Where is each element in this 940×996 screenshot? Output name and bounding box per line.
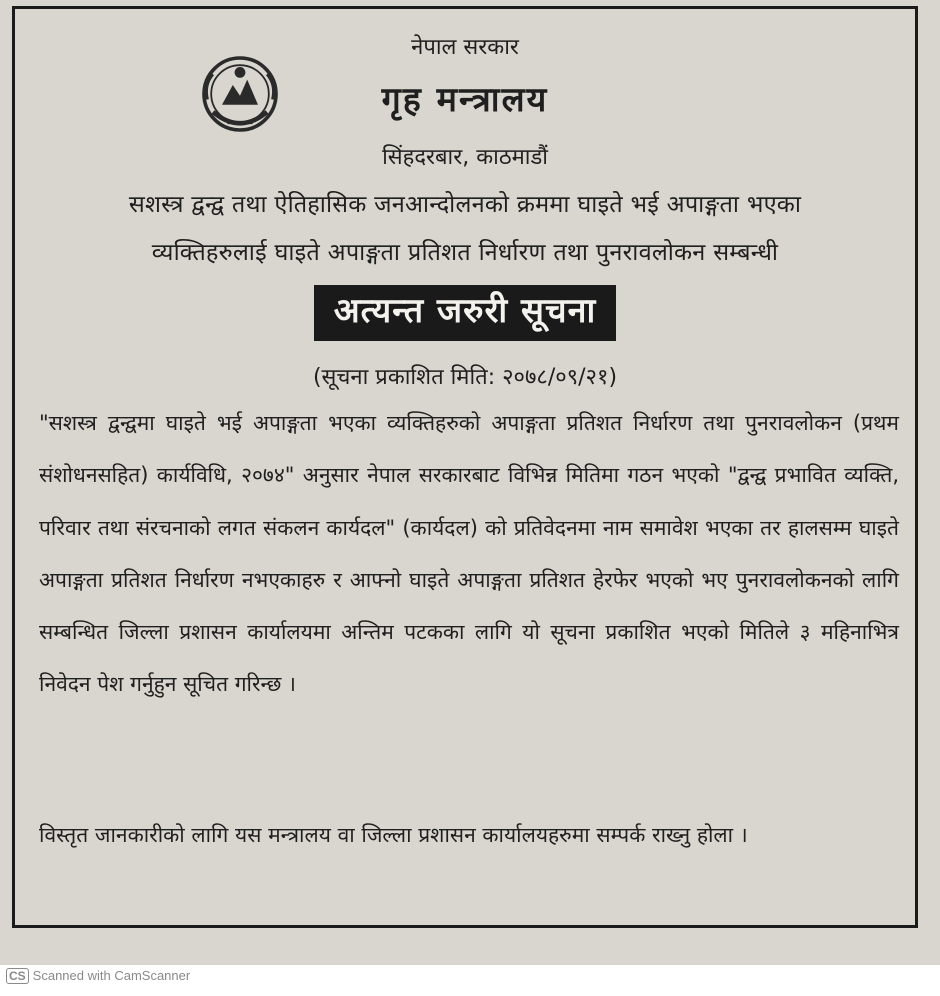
camscanner-logo-icon: CS xyxy=(6,968,29,984)
notice-subject-line-2: व्यक्तिहरुलाई घाइते अपाङ्गता प्रतिशत निर्धारण तथा पुनरावलोकन सम्बन्धी xyxy=(151,238,779,266)
watermark-text: Scanned with CamScanner xyxy=(32,968,191,983)
camscanner-watermark xyxy=(6,968,190,984)
notice-body-paragraph-2: विस्तृत जानकारीको लागि यस मन्त्रालय वा जिल्ला प्रशासन कार्यालयहरुमा सम्पर्क राख्नु होला । xyxy=(39,823,748,847)
publication-date: (सूचना प्रकाशित मिति: २०७८/०९/२१) xyxy=(312,365,618,390)
government-name: नेपाल सरकार xyxy=(411,35,519,60)
urgent-title-wrap xyxy=(15,285,915,341)
ministry-name: गृह मन्त्रालय xyxy=(381,80,549,120)
notice-body-paragraph-1: "सशस्त्र द्वन्द्वमा घाइते भई अपाङ्गता भएका व्यक्तिहरुको अपाङ्गता प्रतिशत निर्धारण तथा पुनरावलोकन (प्रथम संशोधनसहित) कार्यविधि, २०७४" अनुसार नेपाल सरकारबाट विभिन्न मितिमा गठन भएको "द्वन्द्व प्रभावित व्यक्ति, परिवार तथा संरचनाको लगत संकलन कार्यदल" (कार्यदल) को प्रतिवेदनमा नाम समावेश भएका तर हालसम्म घाइते अपाङ्गता प्रतिशत निर्धारण नभएकाहरु र आफ्नो घाइते अपाङ्गता प्रतिशत हेरफेर भएको भए पुनरावलोकनको लागि सम्बन्धित जिल्ला प्रशासन कार्यालयमा अन्तिम पटकका लागि यो सूचना प्रकाशित भएको मितिले ३ महिनाभित्र निवेदन पेश गर्नुहुन सूचित गरिन्छ । xyxy=(39,411,899,697)
notice-box xyxy=(12,6,918,928)
notice-subject-line-1: सशस्त्र द्वन्द्व तथा ऐतिहासिक जनआन्दोलनको क्रममा घाइते भई अपाङ्गता भएका xyxy=(128,190,802,218)
urgent-notice-title: अत्यन्त जरुरी सूचना xyxy=(314,285,617,341)
ministry-location: सिंहदरबार, काठमाडौं xyxy=(382,145,548,170)
